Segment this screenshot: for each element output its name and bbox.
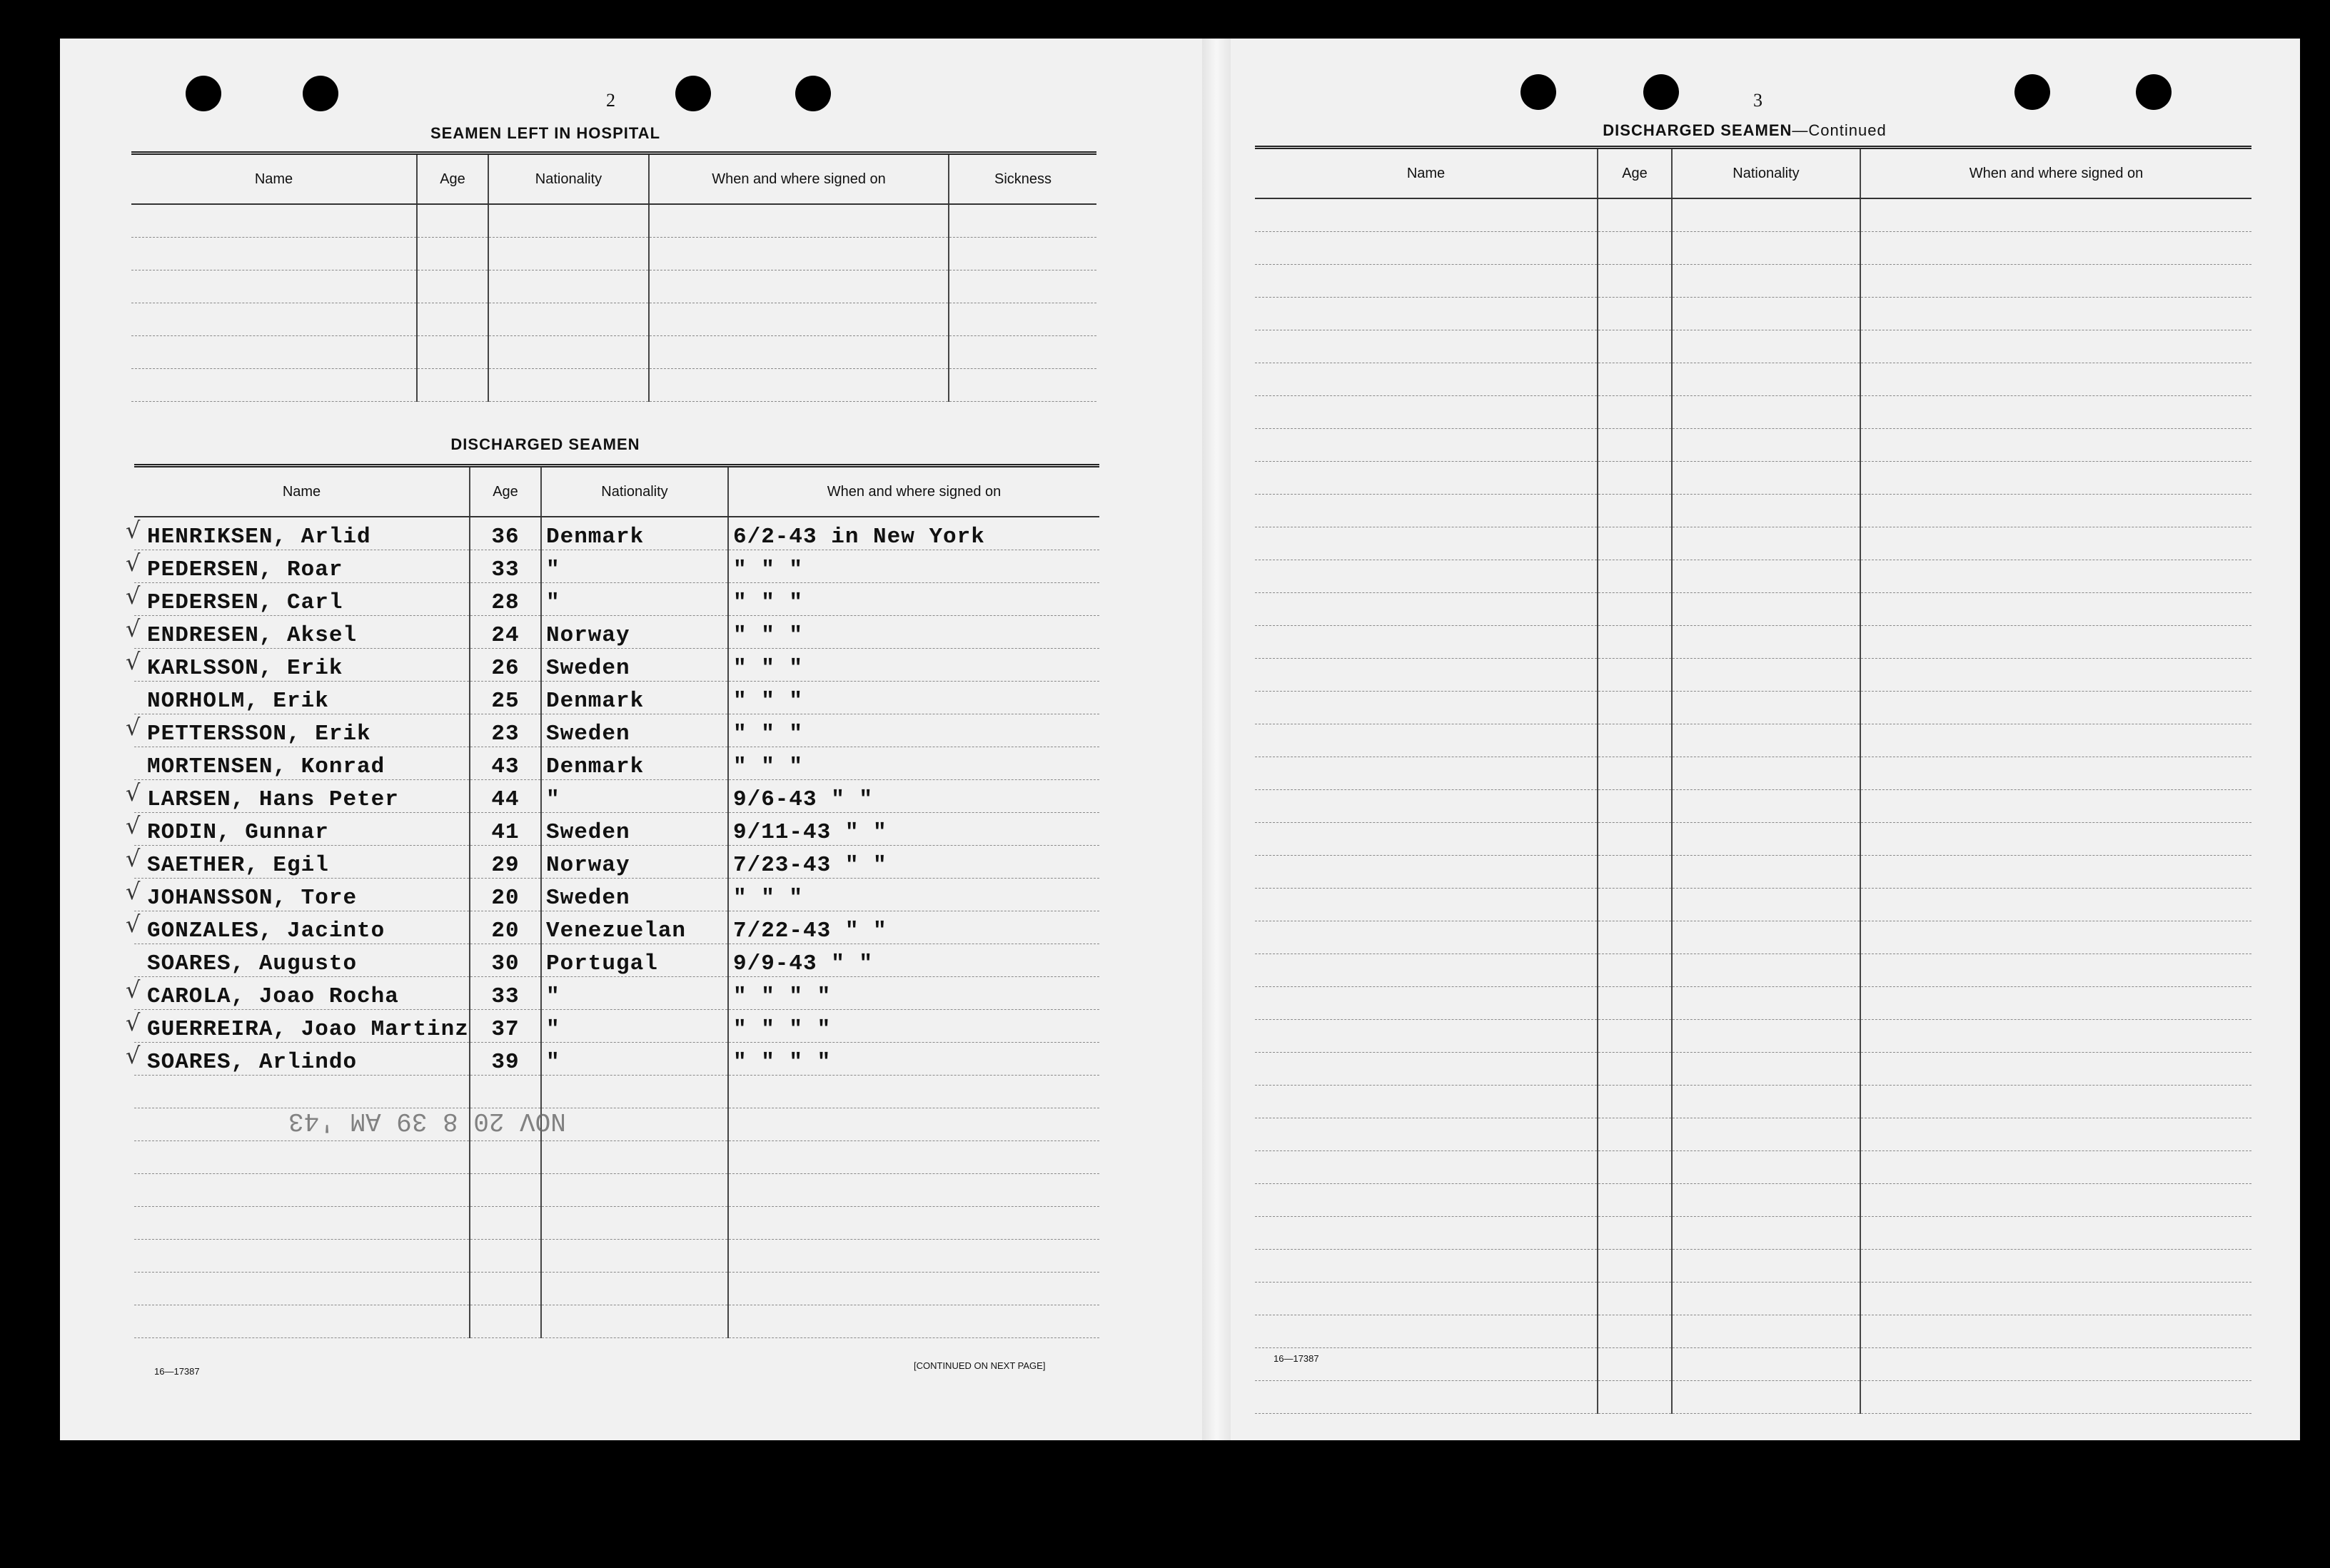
column-header: Sickness xyxy=(949,153,1096,205)
blank-row xyxy=(1255,198,2251,231)
blank-row xyxy=(1255,395,2251,428)
seaman-nationality: " xyxy=(541,1009,728,1042)
seaman-name: HENRIKSEN, Arlid xyxy=(134,517,470,550)
blank-row xyxy=(1255,592,2251,625)
blank-row xyxy=(1255,855,2251,888)
seaman-age: 43 xyxy=(470,747,541,779)
seaman-age: 20 xyxy=(470,878,541,911)
column-header: Nationality xyxy=(541,466,728,517)
blank-row xyxy=(1255,1216,2251,1249)
blank-row xyxy=(1255,789,2251,822)
blank-row xyxy=(1255,297,2251,330)
column-header: Nationality xyxy=(1672,148,1860,199)
table-row xyxy=(134,1042,1099,1075)
blank-row xyxy=(1255,330,2251,363)
blank-row xyxy=(1255,1315,2251,1347)
column-header: When and where signed on xyxy=(1860,148,2251,199)
seaman-name: KARLSSON, Erik xyxy=(134,648,470,681)
column-header: Name xyxy=(1255,148,1598,199)
blank-row xyxy=(1255,1052,2251,1085)
blank-row xyxy=(134,1206,1099,1239)
blank-row xyxy=(1255,1282,2251,1315)
checkmark-icon: √ xyxy=(126,1009,141,1036)
blank-row xyxy=(1255,461,2251,494)
seaman-name: PEDERSEN, Roar xyxy=(134,550,470,582)
seaman-name: LARSEN, Hans Peter xyxy=(134,779,470,812)
blank-row xyxy=(131,368,1096,401)
seaman-name: PEDERSEN, Carl xyxy=(134,582,470,615)
blank-row xyxy=(1255,822,2251,855)
blank-row xyxy=(134,1075,1099,1108)
blank-row xyxy=(134,1108,1099,1140)
seaman-age: 20 xyxy=(470,911,541,944)
blank-row xyxy=(1255,1183,2251,1216)
seaman-name: CAROLA, Joao Rocha xyxy=(134,976,470,1009)
blank-row xyxy=(1255,363,2251,395)
checkmark-icon: √ xyxy=(126,845,141,872)
signed-on: " " " xyxy=(728,681,1099,714)
blank-row xyxy=(134,1173,1099,1206)
table-row xyxy=(134,714,1099,747)
blank-row xyxy=(1255,1150,2251,1183)
seaman-name: RODIN, Gunnar xyxy=(134,812,470,845)
received-stamp: NOV 20 8 39 AM '43 xyxy=(288,1106,566,1135)
checkmark-icon: √ xyxy=(126,714,141,741)
checkmark-icon: √ xyxy=(126,779,141,806)
seaman-age: 33 xyxy=(470,550,541,582)
seaman-age: 41 xyxy=(470,812,541,845)
blank-row xyxy=(1255,691,2251,724)
checkmark-icon: √ xyxy=(126,911,141,938)
seaman-age: 29 xyxy=(470,845,541,878)
title-bold: DISCHARGED SEAMEN xyxy=(1603,121,1792,139)
seaman-name: SAETHER, Egil xyxy=(134,845,470,878)
signed-on: " " " " xyxy=(728,1042,1099,1075)
signed-on: " " " xyxy=(728,878,1099,911)
seaman-nationality: Venezuelan xyxy=(541,911,728,944)
table-row xyxy=(134,747,1099,779)
right-section-title xyxy=(1259,121,2230,140)
seaman-age: 44 xyxy=(470,779,541,812)
discharged-continued-table xyxy=(1255,146,2251,1414)
signed-on: 6/2-43 in New York xyxy=(728,517,1099,550)
seaman-age: 23 xyxy=(470,714,541,747)
blank-row xyxy=(1255,560,2251,592)
blank-row xyxy=(1255,1019,2251,1052)
checkmark-icon: √ xyxy=(126,878,141,905)
left-page xyxy=(60,39,1202,1440)
column-header: When and where signed on xyxy=(649,153,949,205)
blank-row xyxy=(1255,625,2251,658)
seaman-name: JOHANSSON, Tore xyxy=(134,878,470,911)
blank-row xyxy=(131,303,1096,335)
table-row xyxy=(134,779,1099,812)
table-row xyxy=(134,582,1099,615)
blank-row xyxy=(1255,757,2251,789)
signed-on: " " " xyxy=(728,714,1099,747)
continued-note: [CONTINUED ON NEXT PAGE] xyxy=(914,1360,1046,1371)
seaman-nationality: Denmark xyxy=(541,681,728,714)
seaman-age: 36 xyxy=(470,517,541,550)
column-header: When and where signed on xyxy=(728,466,1099,517)
checkmark-icon: √ xyxy=(126,976,141,1003)
checkmark-icon: √ xyxy=(126,615,141,642)
column-header: Name xyxy=(131,153,417,205)
seaman-nationality: " xyxy=(541,1042,728,1075)
seaman-name: MORTENSEN, Konrad xyxy=(134,747,470,779)
blank-row xyxy=(1255,1249,2251,1282)
blank-row xyxy=(1255,428,2251,461)
column-header: Age xyxy=(470,466,541,517)
seaman-name: GONZALES, Jacinto xyxy=(134,911,470,944)
seaman-age: 25 xyxy=(470,681,541,714)
checkmark-icon: √ xyxy=(126,812,141,839)
seaman-age: 37 xyxy=(470,1009,541,1042)
signed-on: 7/23-43 " " xyxy=(728,845,1099,878)
page-fold xyxy=(1202,39,1231,1440)
seaman-age: 30 xyxy=(470,944,541,976)
form-number: 16—17387 xyxy=(154,1366,200,1377)
table-row xyxy=(134,550,1099,582)
blank-row xyxy=(134,1272,1099,1305)
blank-row xyxy=(1255,231,2251,264)
seaman-age: 28 xyxy=(470,582,541,615)
table-row xyxy=(134,976,1099,1009)
discharged-section-title: DISCHARGED SEAMEN xyxy=(450,435,640,453)
blank-row xyxy=(134,1305,1099,1337)
checkmark-icon: √ xyxy=(126,582,141,610)
signed-on: 7/22-43 " " xyxy=(728,911,1099,944)
table-row xyxy=(134,878,1099,911)
column-header: Nationality xyxy=(488,153,649,205)
table-row xyxy=(134,845,1099,878)
signed-on: 9/9-43 " " xyxy=(728,944,1099,976)
checkmark-icon: √ xyxy=(126,1042,141,1069)
signed-on: 9/6-43 " " xyxy=(728,779,1099,812)
seaman-nationality: Sweden xyxy=(541,878,728,911)
seaman-nationality: " xyxy=(541,976,728,1009)
seaman-age: 26 xyxy=(470,648,541,681)
table-row xyxy=(134,517,1099,550)
seaman-nationality: Norway xyxy=(541,845,728,878)
blank-row xyxy=(134,1239,1099,1272)
column-header: Name xyxy=(134,466,470,517)
seaman-nationality: Sweden xyxy=(541,648,728,681)
title-continued: —Continued xyxy=(1792,121,1887,139)
form-number: 16—17387 xyxy=(1274,1353,1319,1364)
document-sheet xyxy=(60,39,2300,1440)
blank-row xyxy=(1255,724,2251,757)
page-number: 3 xyxy=(1753,90,1762,111)
blank-row xyxy=(1255,888,2251,921)
checkmark-icon: √ xyxy=(126,550,141,577)
seaman-name: PETTERSSON, Erik xyxy=(134,714,470,747)
table-row xyxy=(134,944,1099,976)
blank-row xyxy=(1255,1085,2251,1118)
blank-row xyxy=(131,237,1096,270)
seaman-nationality: Denmark xyxy=(541,517,728,550)
seaman-age: 39 xyxy=(470,1042,541,1075)
table-row xyxy=(134,812,1099,845)
seaman-name: GUERREIRA, Joao Martinz xyxy=(134,1009,470,1042)
seaman-nationality: Sweden xyxy=(541,714,728,747)
signed-on: " " " xyxy=(728,648,1099,681)
signed-on: " " " xyxy=(728,615,1099,648)
seaman-nationality: Portugal xyxy=(541,944,728,976)
seaman-age: 33 xyxy=(470,976,541,1009)
blank-row xyxy=(1255,986,2251,1019)
table-row xyxy=(134,1009,1099,1042)
blank-row xyxy=(1255,1380,2251,1413)
column-header: Age xyxy=(417,153,488,205)
signed-on: " " " " xyxy=(728,976,1099,1009)
seaman-nationality: " xyxy=(541,550,728,582)
hospital-table xyxy=(131,151,1096,402)
discharged-table xyxy=(134,464,1099,1338)
page-number: 2 xyxy=(606,90,615,111)
seaman-nationality: Norway xyxy=(541,615,728,648)
seaman-name: SOARES, Arlindo xyxy=(134,1042,470,1075)
checkmark-icon: √ xyxy=(126,517,141,544)
right-page xyxy=(1231,39,2300,1440)
seaman-age: 24 xyxy=(470,615,541,648)
blank-row xyxy=(1255,264,2251,297)
signed-on: " " " xyxy=(728,582,1099,615)
blank-row xyxy=(1255,1347,2251,1380)
signed-on: " " " xyxy=(728,550,1099,582)
blank-row xyxy=(1255,921,2251,954)
blank-row xyxy=(131,270,1096,303)
blank-row xyxy=(134,1140,1099,1173)
table-row xyxy=(134,615,1099,648)
seaman-nationality: Sweden xyxy=(541,812,728,845)
table-row xyxy=(134,681,1099,714)
table-row xyxy=(134,648,1099,681)
checkmark-icon: √ xyxy=(126,648,141,675)
blank-row xyxy=(1255,1118,2251,1150)
blank-row xyxy=(1255,494,2251,527)
seaman-name: ENDRESEN, Aksel xyxy=(134,615,470,648)
table-row xyxy=(134,911,1099,944)
signed-on: " " " xyxy=(728,747,1099,779)
seaman-name: NORHOLM, Erik xyxy=(134,681,470,714)
signed-on: 9/11-43 " " xyxy=(728,812,1099,845)
hospital-section-title: SEAMEN LEFT IN HOSPITAL xyxy=(430,124,661,142)
seaman-nationality: " xyxy=(541,779,728,812)
blank-row xyxy=(131,204,1096,237)
blank-row xyxy=(131,335,1096,368)
seaman-name: SOARES, Augusto xyxy=(134,944,470,976)
blank-row xyxy=(1255,658,2251,691)
seaman-nationality: Denmark xyxy=(541,747,728,779)
column-header: Age xyxy=(1598,148,1672,199)
seaman-nationality: " xyxy=(541,582,728,615)
blank-row xyxy=(1255,954,2251,986)
blank-row xyxy=(1255,527,2251,560)
signed-on: " " " " xyxy=(728,1009,1099,1042)
